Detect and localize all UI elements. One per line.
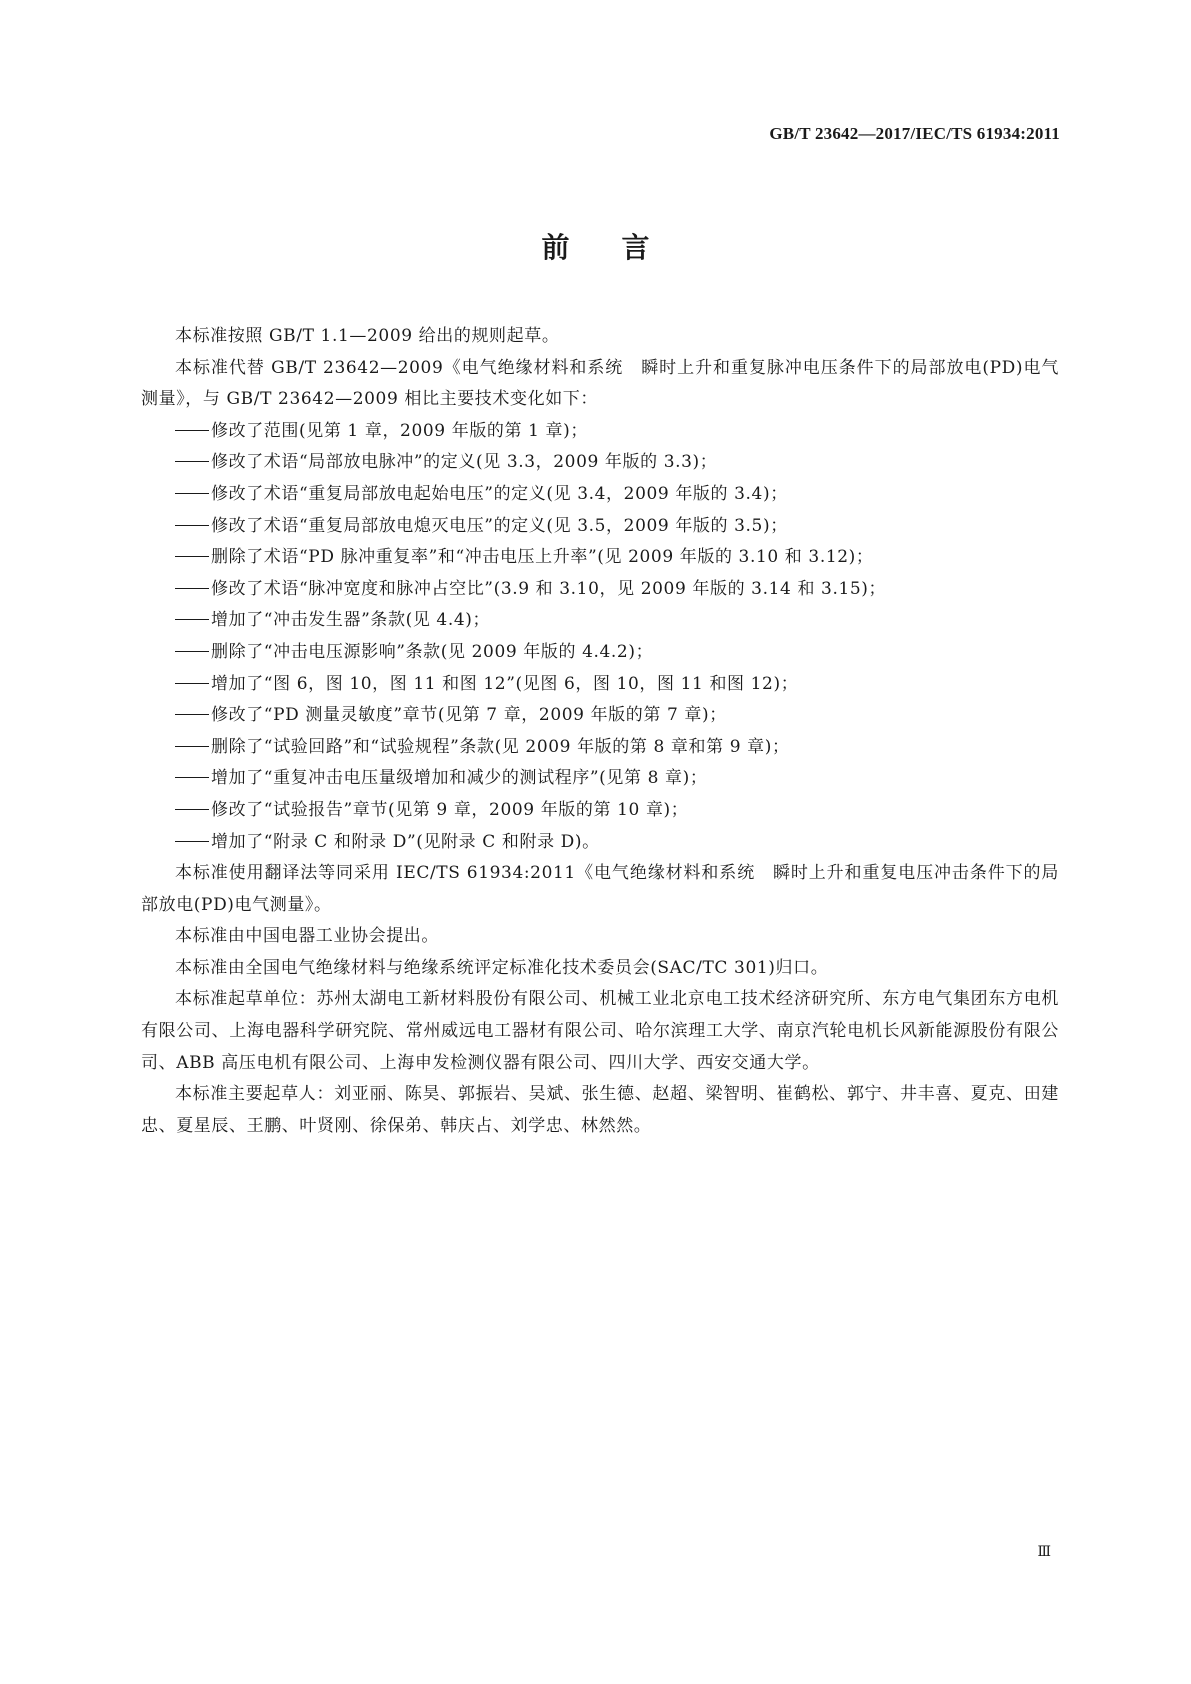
dash-mark [175,619,209,620]
list-item: 增加了“图 6，图 10，图 11 和图 12”(见图 6，图 10，图 11 和图 12)； [141,669,1059,701]
dash-mark [175,746,209,747]
page-title: 前言 [541,231,702,264]
intro-paragraph: 本标准代替 GB/T 23642—2009《电气绝缘材料和系统 瞬时上升和重复脉冲电压条件下的局部放电(PD)电气测量》，与 GB/T 23642—2009 相比主要技术变化如下： [141,357,1059,410]
changes-list [141,416,1059,858]
foreword-body [141,321,1059,1142]
list-item: 修改了术语“重复局部放电熄灭电压”的定义(见 3.5，2009 年版的 3.5)； [141,511,1059,543]
dash-mark [175,714,209,715]
dash-mark [175,683,209,684]
standard-code-header: GB/T 23642—2017/IEC/TS 61934:2011 [769,124,1060,143]
dash-mark [175,461,209,462]
list-item: 修改了术语“脉冲宽度和脉冲占空比”(3.9 和 3.10，见 2009 年版的 3.14 和 3.15)； [141,574,1059,606]
dash-mark [175,809,209,810]
list-item: 修改了“PD 测量灵敏度”章节(见第 7 章，2009 年版的第 7 章)； [141,700,1059,732]
dash-mark [175,651,209,652]
page-number: Ⅲ [1037,1545,1051,1560]
list-item: 删除了“试验回路”和“试验规程”条款(见 2009 年版的第 8 章和第 9 章)； [141,732,1059,764]
dash-mark [175,588,209,589]
intro-paragraph: 本标准按照 GB/T 1.1—2009 给出的规则起草。 [175,326,560,346]
drafters-paragraph: 本标准主要起草人：刘亚丽、陈昊、郭振岩、吴斌、张生德、赵超、梁智明、崔鹤松、郭宁、井丰喜、夏克、田建忠、夏星辰、王鹏、叶贤刚、徐保弟、韩庆占、刘学忠、林然然。 [141,1084,1059,1136]
list-item: 增加了“附录 C 和附录 D”(见附录 C 和附录 D)。 [141,827,1059,859]
list-item: 修改了术语“局部放电脉冲”的定义(见 3.3，2009 年版的 3.3)； [141,447,1059,479]
proposer-paragraph: 本标准由中国电器工业协会提出。 [175,926,439,947]
drafting-units-paragraph: 本标准起草单位：苏州太湖电工新材料股份有限公司、机械工业北京电工技术经济研究所、东方电气集团东方电机有限公司、上海电器科学研究院、常州威远电工器材有限公司、哈尔滨理工大学、南京汽轮电机长风新能源股份有限公司、ABB 高压电机有限公司、上海申发检测仪器有限公司、四川大学、西安交通大学。 [141,989,1059,1073]
list-item: 修改了术语“重复局部放电起始电压”的定义(见 3.4，2009 年版的 3.4)； [141,479,1059,511]
dash-mark [175,777,209,778]
list-item: 增加了“冲击发生器”条款(见 4.4)； [141,605,1059,637]
dash-mark [175,841,209,842]
dash-mark [175,430,209,431]
dash-mark [175,556,209,557]
adoption-paragraph: 本标准使用翻译法等同采用 IEC/TS 61934:2011《电气绝缘材料和系统 瞬时上升和重复电压冲击条件下的局部放电(PD)电气测量》。 [141,863,1059,915]
dash-mark [175,525,209,526]
committee-paragraph: 本标准由全国电气绝缘材料与绝缘系统评定标准化技术委员会(SAC/TC 301)归口。 [175,957,829,978]
list-item: 修改了“试验报告”章节(见第 9 章，2009 年版的第 10 章)； [141,795,1059,827]
list-item: 删除了术语“PD 脉冲重复率”和“冲击电压上升率”(见 2009 年版的 3.10 和 3.12)； [141,542,1059,574]
list-item: 修改了范围(见第 1 章，2009 年版的第 1 章)； [141,416,1059,448]
list-item: 删除了“冲击电压源影响”条款(见 2009 年版的 4.4.2)； [141,637,1059,669]
list-item: 增加了“重复冲击电压量级增加和减少的测试程序”(见第 8 章)； [141,763,1059,795]
dash-mark [175,493,209,494]
